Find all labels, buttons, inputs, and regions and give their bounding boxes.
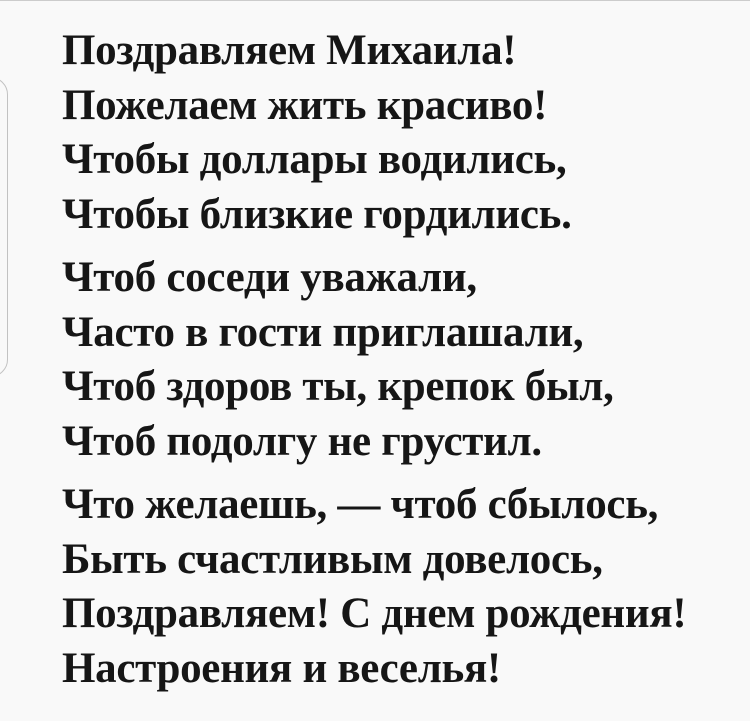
poem-line: Часто в гости приглашали, xyxy=(62,308,584,356)
top-edge-line xyxy=(0,0,750,1)
poem-line: Настроения и веселья! xyxy=(62,644,501,692)
poem-stanza-1 xyxy=(62,24,722,242)
poem-line: Что желаешь, — чтоб сбылось, xyxy=(62,481,659,528)
card-edge-fragment xyxy=(0,77,8,377)
poem-line: Поздравляем! С днем рождения! xyxy=(62,590,687,637)
poem-line: Пожелаем жить красиво! xyxy=(62,81,548,129)
poem-line: Чтоб здоров ты, крепок был, xyxy=(62,363,614,410)
poem-line: Чтобы близкие гордились. xyxy=(62,190,572,238)
poem-line: Быть счастливым довелось, xyxy=(62,535,603,583)
poem-stanza-3 xyxy=(62,478,722,696)
poem xyxy=(62,24,722,696)
poem-stanza-2 xyxy=(62,251,722,469)
poem-line: Чтоб подолгу не грустил. xyxy=(62,417,542,465)
poem-line: Чтоб соседи уважали, xyxy=(62,254,477,301)
poem-line: Чтобы доллары водились, xyxy=(62,136,567,183)
poem-line: Поздравляем Михаила! xyxy=(62,27,517,74)
